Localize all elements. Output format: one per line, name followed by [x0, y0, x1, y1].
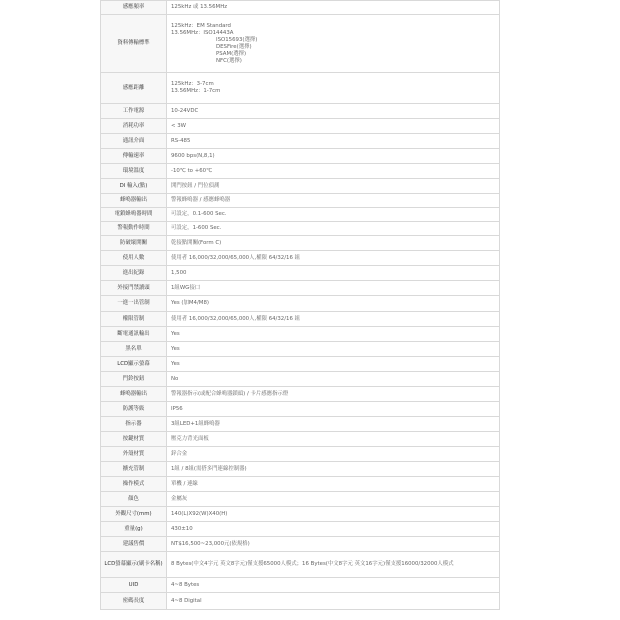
spec-value-line: 4~8 Digital	[171, 597, 202, 604]
spec-label: 進出紀錄	[101, 266, 167, 281]
spec-value-line: 13.56MHz：ISO14443A	[171, 29, 234, 36]
spec-label: 外殼材質	[101, 447, 167, 462]
spec-value-line: 13.56MHz：1-7cm	[171, 88, 221, 94]
spec-label: 傳輸速率	[101, 149, 167, 164]
spec-row	[101, 507, 500, 522]
spec-value-line: 金屬灰	[171, 495, 188, 502]
spec-table	[100, 0, 500, 610]
spec-row	[101, 149, 500, 164]
spec-value	[167, 447, 500, 462]
spec-row	[101, 372, 500, 387]
spec-label: 消耗功率	[101, 119, 167, 134]
spec-label: 斷電通訊輸出	[101, 327, 167, 342]
spec-label: 重量(g)	[101, 522, 167, 537]
spec-row	[101, 119, 500, 134]
spec-value	[167, 251, 500, 266]
spec-value	[167, 312, 500, 327]
spec-value-line: DESFire(選擇)	[216, 43, 252, 50]
spec-value-line: 鋅合金	[171, 450, 188, 457]
spec-row	[101, 387, 500, 402]
spec-label: 感應頻率	[101, 1, 167, 15]
spec-value-line: 125kHz 或 13.56MHz	[171, 4, 228, 10]
spec-value-line: NT$16,500~23,000元(依規格)	[171, 540, 250, 547]
spec-value	[167, 507, 500, 522]
spec-label: 建議售價	[101, 537, 167, 552]
spec-value-line: 9600 bps(N,8,1)	[171, 152, 215, 159]
spec-value	[167, 73, 500, 104]
spec-value-line: 10-24VDC	[171, 107, 199, 114]
spec-row	[101, 432, 500, 447]
spec-value	[167, 164, 500, 179]
spec-row	[101, 15, 500, 73]
spec-label: 電鎖蜂鳴器時間	[101, 208, 167, 222]
spec-label: 環境溫度	[101, 164, 167, 179]
spec-value-line: 使用者 16,000/32,000/65,000人,權限 64/32/16 組	[171, 315, 301, 322]
spec-value-line: 125kHz：3-7cm	[171, 81, 214, 87]
spec-value	[167, 593, 500, 610]
spec-row	[101, 208, 500, 222]
spec-label: 通訊介面	[101, 134, 167, 149]
spec-value-line: 警報蜂鳴器 / 感應蜂鳴器	[171, 197, 231, 203]
spec-value	[167, 296, 500, 312]
spec-value	[167, 522, 500, 537]
spec-value-line: Yes	[171, 345, 180, 352]
spec-row	[101, 222, 500, 236]
spec-value-line: < 3W	[171, 122, 186, 129]
spec-row	[101, 477, 500, 492]
spec-value-line: Yes	[171, 330, 180, 337]
spec-row	[101, 312, 500, 327]
spec-value	[167, 134, 500, 149]
spec-value-line: 430±10	[171, 525, 193, 532]
spec-row	[101, 73, 500, 104]
spec-row	[101, 281, 500, 296]
spec-row	[101, 522, 500, 537]
spec-value	[167, 236, 500, 251]
spec-table-body	[101, 1, 500, 610]
spec-value-line: 3組LED+1組蜂鳴器	[171, 420, 220, 427]
spec-value-line: 警報器指示(或配合蜂鳴器鎖頭) / 卡片感應指示燈	[171, 390, 289, 397]
spec-value	[167, 222, 500, 236]
spec-value-line: No	[171, 375, 179, 382]
spec-value	[167, 372, 500, 387]
spec-value	[167, 281, 500, 296]
spec-row	[101, 1, 500, 15]
spec-row	[101, 578, 500, 593]
spec-row	[101, 134, 500, 149]
spec-label: 蜂鳴器輸出	[101, 387, 167, 402]
spec-value-line: 開門按鈕 / 門位偵測	[171, 182, 220, 189]
spec-row	[101, 552, 500, 578]
spec-value	[167, 357, 500, 372]
spec-value	[167, 477, 500, 492]
spec-label: UID	[101, 578, 167, 593]
spec-value-line: 1組WG接口	[171, 284, 201, 291]
spec-value-line: 乾接點開關(Form C)	[171, 239, 222, 246]
spec-row	[101, 357, 500, 372]
spec-value-line: NFC(選擇)	[216, 57, 242, 64]
spec-value-line: 可設定，1-600 Sec.	[171, 225, 222, 231]
spec-label: 防破壞開關	[101, 236, 167, 251]
spec-label: DI 輸入(點)	[101, 179, 167, 194]
spec-value	[167, 402, 500, 417]
spec-label: 黑名單	[101, 342, 167, 357]
spec-label: LCD顯示螢幕	[101, 357, 167, 372]
spec-row	[101, 236, 500, 251]
spec-value	[167, 387, 500, 402]
spec-value-line: Yes (加M4/M8)	[171, 300, 209, 306]
spec-value	[167, 266, 500, 281]
spec-label: 防護等級	[101, 402, 167, 417]
spec-value-line: 1組 / 8組(需搭多門連線控制器)	[171, 465, 247, 472]
spec-value	[167, 149, 500, 164]
spec-value-line: ISO15693(選擇)	[216, 36, 258, 43]
spec-value-line: Yes	[171, 360, 180, 367]
spec-label: 指示器	[101, 417, 167, 432]
spec-value	[167, 492, 500, 507]
spec-label: 顏色	[101, 492, 167, 507]
spec-value	[167, 417, 500, 432]
spec-value-line: RS-485	[171, 137, 191, 144]
spec-value-line: -10℃ to +60℃	[171, 167, 213, 174]
spec-value	[167, 104, 500, 119]
spec-row	[101, 593, 500, 610]
spec-value-line: 4~8 Bytes	[171, 581, 200, 588]
spec-value-line: 125kHz：EM Standard	[171, 22, 231, 29]
spec-row	[101, 402, 500, 417]
spec-row	[101, 296, 500, 312]
spec-value-line: 可設定，0.1-600 Sec.	[171, 211, 227, 217]
spec-label: 一進一出管制	[101, 296, 167, 312]
spec-value	[167, 208, 500, 222]
spec-label: 感應距離	[101, 73, 167, 104]
spec-row	[101, 417, 500, 432]
spec-value	[167, 552, 500, 578]
spec-row	[101, 537, 500, 552]
spec-row	[101, 179, 500, 194]
spec-value	[167, 578, 500, 593]
spec-label: 蜂鳴器輸出	[101, 194, 167, 208]
spec-label: LCD螢幕顯示(刷卡名稱)	[101, 552, 167, 578]
spec-row	[101, 342, 500, 357]
spec-label: 資料傳輸標準	[101, 15, 167, 73]
spec-value	[167, 15, 500, 73]
spec-value-line: 單機 / 連線	[171, 480, 198, 487]
spec-label: 使用人數	[101, 251, 167, 266]
spec-label: 操作模式	[101, 477, 167, 492]
spec-row	[101, 251, 500, 266]
spec-row	[101, 164, 500, 179]
spec-value-line: IP56	[171, 405, 183, 412]
spec-label: 擴充管制	[101, 462, 167, 477]
spec-row	[101, 104, 500, 119]
spec-label: 警報動作時間	[101, 222, 167, 236]
spec-label: 門鈴按鈕	[101, 372, 167, 387]
spec-value-line: 使用者 16,000/32,000/65,000人,權限 64/32/16 組	[171, 254, 301, 261]
spec-value	[167, 342, 500, 357]
spec-value	[167, 194, 500, 208]
spec-row	[101, 492, 500, 507]
spec-value-line: 140(L)X92(W)X40(H)	[171, 510, 228, 517]
spec-label: 外接門禁讀頭	[101, 281, 167, 296]
spec-value	[167, 432, 500, 447]
spec-row	[101, 447, 500, 462]
spec-row	[101, 462, 500, 477]
spec-value	[167, 119, 500, 134]
spec-label: 外觀尺寸(mm)	[101, 507, 167, 522]
spec-value-line: 1,500	[171, 269, 187, 276]
spec-value	[167, 179, 500, 194]
spec-value-line: 8 Bytes(中文4字元 英文8字元)僅支援65000人模式；16 Bytes(中文8字元 英文16字元)僅支援16000/32000人模式	[171, 561, 454, 567]
spec-value	[167, 327, 500, 342]
spec-row	[101, 194, 500, 208]
spec-label: 密碼長度	[101, 593, 167, 610]
spec-label: 權限管制	[101, 312, 167, 327]
spec-label: 按鍵材質	[101, 432, 167, 447]
spec-row	[101, 327, 500, 342]
spec-value	[167, 462, 500, 477]
spec-row	[101, 266, 500, 281]
spec-value	[167, 1, 500, 15]
spec-value-line: 壓克力背光面板	[171, 435, 209, 442]
spec-label: 工作電源	[101, 104, 167, 119]
spec-value	[167, 537, 500, 552]
spec-value-line: PSAM(選擇)	[216, 50, 247, 57]
